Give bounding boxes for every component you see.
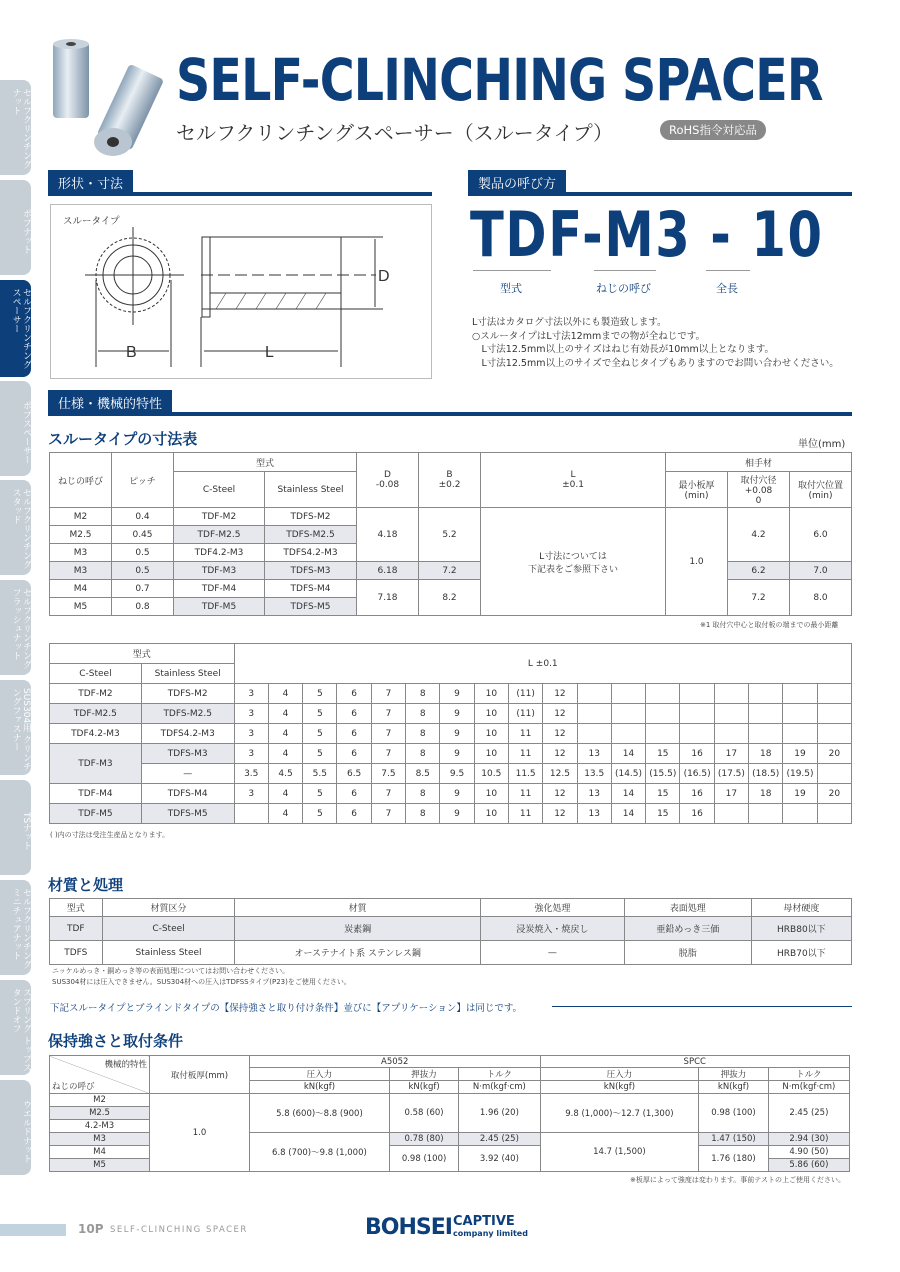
- length-table: 型式 L ±0.1 C-Steel Stainless Steel TDF-M2 TDFS-M2 3 4 5 6 7 8 9 10 (11) 12 TDF-M2.5 TDFS-M2.5 3 4 5 6 7 8 9 10 (11) 12 TDF4.2-M3 TDFS4.2-M3 3 4 5 6 7 8 9 10 11 12 TDF-M3 TDFS-M3 3 4 5 6 7 8 9 10 11 12 13 14 15 16 17 18 19 20 — 3.5 4.5 5.5 6.5 7.5 8.5 9.5 10.5 11.5 12.5 13.5 (14.5) (15.5) (16.5) (17.5) (18.5) (19.5) TDF-M4 TDFS-M4 3 4 5 6 7 8 9 10 11 12 13 14 15 16 17 18 19 20 TDF-M5 TDFS-M5 4 5 6 7 8 9 10 11 12 13 14 15 16: [49, 643, 852, 824]
- table-row: TDF-M4 TDFS-M4 3 4 5 6 7 8 9 10 11 12 13 14 15 16 17 18 19 20: [50, 784, 852, 804]
- diagram-label: スルータイプ: [63, 216, 120, 227]
- table-row: TDF-M3 TDFS-M3 3 4 5 6 7 8 9 10 11 12 13 14 15 16 17 18 19 20: [50, 744, 852, 764]
- sidebar-item-clinching-stud[interactable]: セルフクリンチング スタッド: [0, 480, 31, 575]
- material-table: 型式 材質区分 材質 強化処理 表面処理 母材硬度 TDF C-Steel 炭素鋼 浸炭焼入・焼戻し 亜鉛めっき三価 HRB80以下 TDFS Stainless Steel オーステナイト系 ステンレス鋼 — 脱脂 HRB70以下: [49, 898, 852, 965]
- brand-sub: CAPTIVE company limited: [453, 1214, 528, 1238]
- table-row: TDF-M2.5 TDFS-M2.5 3 4 5 6 7 8 9 10 (11) 12: [50, 704, 852, 724]
- section-shape: 形状・寸法: [48, 170, 432, 196]
- rohs-badge: RoHS指令対応品: [660, 120, 766, 140]
- table-row: TDF-M5 TDFS-M5 4 5 6 7 8 9 10 11 12 13 14 15 16: [50, 804, 852, 824]
- table-row: M3 0.5 TDF4.2-M3 TDFS4.2-M3: [50, 544, 852, 562]
- table-row: — 3.5 4.5 5.5 6.5 7.5 8.5 9.5 10.5 11.5 12.5 13.5 (14.5) (15.5) (16.5) (17.5) (18.5) (19.5): [50, 764, 852, 784]
- label-length: 全長: [716, 282, 738, 295]
- section-naming: 製品の呼び方: [468, 170, 852, 196]
- material-title: 材質と処理: [48, 876, 124, 894]
- table-row: TDF-M2 TDFS-M2 3 4 5 6 7 8 9 10 (11) 12: [50, 684, 852, 704]
- page-subtitle: セルフクリンチングスペーサー（スルータイプ）: [176, 121, 613, 145]
- footer-label: SELF-CLINCHING SPACER: [110, 1225, 248, 1235]
- table-row: TDF C-Steel 炭素鋼 浸炭焼入・焼戻し 亜鉛めっき三価 HRB80以下: [50, 917, 852, 941]
- page-title: SELF-CLINCHING SPACER: [176, 46, 823, 114]
- strength-footnote: ※板厚によって強度は変わります。事前テストの上ご使用ください。: [630, 1176, 846, 1184]
- unit-label: 単位(mm): [798, 439, 846, 450]
- spacer-diagram: [51, 205, 433, 380]
- section-specs: 仕様・機械的特性: [48, 390, 852, 416]
- table-row: TDF4.2-M3 TDFS4.2-M3 3 4 5 6 7 8 9 10 11 12: [50, 724, 852, 744]
- sidebar-item-pop-spacer[interactable]: ポプスペーサー: [0, 381, 31, 476]
- sidebar-item-miniature-nut[interactable]: セルフクリンチング ミニチュアナット: [0, 880, 31, 975]
- diagram-box: [50, 204, 432, 379]
- sidebar-item-clinching-spacer[interactable]: セルフクリンチング スペーサー: [0, 280, 31, 377]
- page-number: 10P: [78, 1222, 104, 1236]
- sidebar-item-spring-standoff[interactable]: スプリング トップスタンドオフ: [0, 980, 31, 1075]
- sidebar-item-ts-nut[interactable]: TSナット: [0, 780, 31, 875]
- svg-text:D: D: [378, 268, 390, 285]
- product-code: TDF-M3 - 10: [470, 198, 824, 271]
- dim-table-title: スルータイプの寸法表: [48, 430, 198, 448]
- svg-text:L: L: [265, 344, 274, 361]
- material-notes: ニッケルめっき・銅めっき等の表面処理についてはお問い合わせください。 SUS304材には圧入できません。SUS304材への圧入はTDFSSタイプ(P23)をご使用ください。: [52, 967, 351, 986]
- naming-notes: L寸法はカタログ寸法以外にも製造致します。 ○スルータイプはL寸法12mmまでの物が全ねじです。 L寸法12.5mm以上のサイズはねじ有効長が10mm以上となります。 L寸法12.5mm以上のサイズで全ねじタイプもありますのでお問い合わせください。: [472, 317, 839, 369]
- link-note: 下記スルータイプとブラインドタイプの【保持強さと取り付け条件】並びに【アプリケーション】は同じです。: [50, 1003, 523, 1014]
- product-photo: [45, 38, 170, 158]
- sidebar-item-flush-nut[interactable]: セルフクリンチング フラッシュナット: [0, 580, 31, 675]
- brand-logo: BOHSEI: [365, 1215, 452, 1240]
- sidebar-item-clinching-nut[interactable]: セルフクリンチング ナット: [0, 80, 31, 175]
- sidebar-item-sus304[interactable]: SUS304用 クリンチングファスナー: [0, 680, 31, 775]
- sidebar-item-pop-nut[interactable]: ポプナット: [0, 180, 31, 275]
- svg-text:B: B: [126, 344, 137, 361]
- dimension-table: ねじの呼び ピッチ 型式 D -0.08 B ±0.2 L ±0.1 相手材 C-Steel Stainless Steel 最小板厚 (min) 取付穴径 +0.08 0 取付穴位置 (min) M2 0.4 TDF-M2 TDFS-M2 4.18 5.2 L寸法については 下記表をご参照下さい 1.0 4.2 6.0 M2.5 0.45 TDF-M2.5 TDFS-M2.5 M3 0.5 TDF4.2-M3 TDFS4.2-M3 M3 0.5 TDF-M3 TDFS-M3 6.18 7.2 6.2 7.0 M4 0.7 TDF-M4 TDFS-M4 7.18 8.2 7.2 8.0 M5 0.8 TDF-M5 TDFS-M5: [49, 452, 852, 616]
- table-row: M4 0.7 TDF-M4 TDFS-M4 7.18 8.2 7.2 8.0: [50, 580, 852, 598]
- table-row: M2 0.4 TDF-M2 TDFS-M2 4.18 5.2 L寸法については 下記表をご参照下さい 1.0 4.2 6.0: [50, 508, 852, 526]
- length-footnote: ( )内の寸法は受注生産品となります。: [50, 831, 170, 839]
- strength-title: 保持強さと取付条件: [48, 1032, 184, 1050]
- label-thread: ねじの呼び: [596, 282, 651, 295]
- table-row: M5 0.8 TDF-M5 TDFS-M5: [50, 598, 852, 616]
- strength-table: 機械的特性 ねじの呼び 取付板厚(mm) A5052 SPCC 圧入力 押抜力 トルク 圧入力 押抜力 トルク kN(kgf) kN(kgf) N·m(kgf·cm) kN(kgf) kN(kgf) N·m(kgf·cm) M2 1.0 5.8 (600)〜8.8 (900) 0.58 (60) 1.96 (20) 9.8 (1,000)〜12.7 (1,300) 0.98 (100) 2.45 (25) M2.5 4.2-M3 M3 6.8 (700)〜9.8 (1,000) 0.78 (80) 2.45 (25) 14.7 (1,500) 1.47 (150) 2.94 (30) M4 0.98 (100) 3.92 (40) 1.76 (180) 4.90 (50) M5 5.86 (60): [49, 1055, 850, 1172]
- table-row: TDFS Stainless Steel オーステナイト系 ステンレス鋼 — 脱脂 HRB70以下: [50, 941, 852, 965]
- table-row: M3 0.5 TDF-M3 TDFS-M3 6.18 7.2 6.2 7.0: [50, 562, 852, 580]
- dim-footnote: ※1 取付穴中心と取付板の端までの最小距離: [700, 621, 839, 629]
- sidebar-item-weld-nut[interactable]: ウエルドナット: [0, 1080, 31, 1175]
- footer-bar: [0, 1224, 66, 1236]
- table-row: M2.5 0.45 TDF-M2.5 TDFS-M2.5: [50, 526, 852, 544]
- label-type: 型式: [500, 282, 522, 295]
